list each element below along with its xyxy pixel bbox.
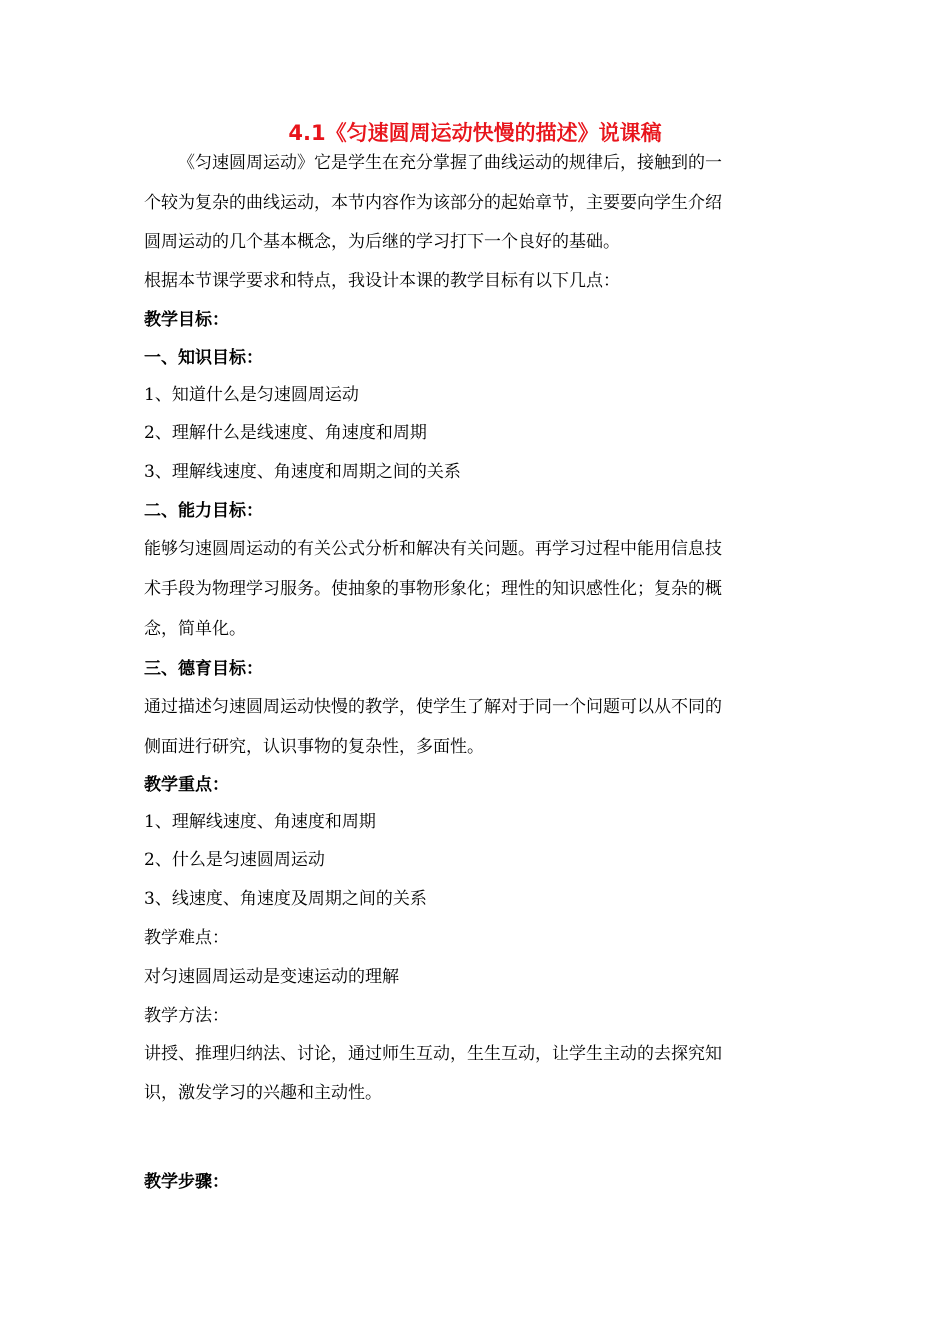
knowledge-item: 3、理解线速度、角速度和周期之间的关系 (144, 462, 461, 482)
intro-line: 圆周运动的几个基本概念，为后继的学习打下一个良好的基础。 (144, 232, 620, 252)
ability-line: 术手段为物理学习服务。使抽象的事物形象化；理性的知识感性化；复杂的概 (144, 579, 722, 599)
difficulty-heading: 教学难点： (144, 928, 229, 948)
moral-line: 侧面进行研究，认识事物的复杂性，多面性。 (144, 737, 484, 757)
key-point-item: 3、线速度、角速度及周期之间的关系 (144, 889, 427, 909)
methods-heading: 教学方法： (144, 1006, 229, 1026)
intro-line: 《匀速圆周运动》它是学生在充分掌握了曲线运动的规律后，接触到的一 (178, 153, 722, 173)
document-title: 4.1《匀速圆周运动快慢的描述》说课稿 (288, 121, 662, 145)
knowledge-item: 2、理解什么是线速度、角速度和周期 (144, 423, 427, 443)
steps-heading: 教学步骤： (144, 1172, 229, 1192)
knowledge-heading: 一、知识目标： (144, 348, 263, 368)
knowledge-item: 1、知道什么是匀速圆周运动 (144, 385, 359, 405)
goals-heading: 教学目标： (144, 310, 229, 330)
moral-line: 通过描述匀速圆周运动快慢的教学，使学生了解对于同一个问题可以从不同的 (144, 697, 722, 717)
moral-heading: 三、德育目标： (144, 659, 263, 679)
ability-line: 能够匀速圆周运动的有关公式分析和解决有关问题。再学习过程中能用信息技 (144, 539, 722, 559)
methods-line: 识，激发学习的兴趣和主动性。 (144, 1083, 382, 1103)
difficulty-text: 对匀速圆周运动是变速运动的理解 (144, 967, 399, 987)
ability-line: 念，简单化。 (144, 619, 246, 639)
key-point-item: 1、理解线速度、角速度和周期 (144, 812, 376, 832)
intro-line: 个较为复杂的曲线运动，本节内容作为该部分的起始章节，主要要向学生介绍 (144, 193, 722, 213)
ability-heading: 二、能力目标： (144, 501, 263, 521)
intro-line: 根据本节课学要求和特点，我设计本课的教学目标有以下几点： (144, 271, 620, 291)
key-points-heading: 教学重点： (144, 775, 229, 795)
key-point-item: 2、什么是匀速圆周运动 (144, 850, 325, 870)
methods-line: 讲授、推理归纳法、讨论，通过师生互动，生生互动，让学生主动的去探究知 (144, 1044, 722, 1064)
